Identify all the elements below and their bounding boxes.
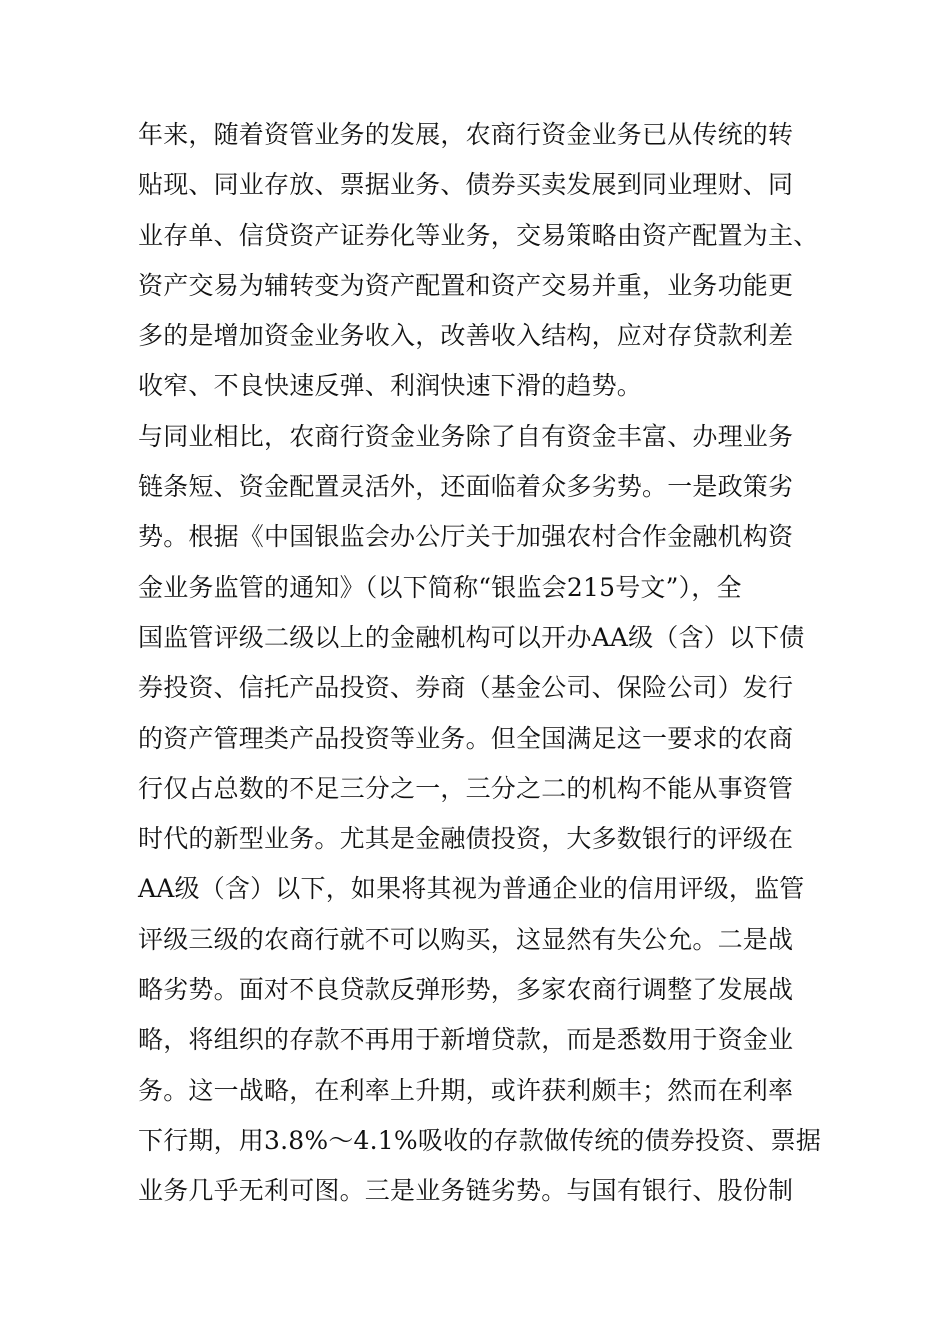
- text-line: 的资产管理类产品投资等业务。但全国满足这一要求的农商: [138, 723, 794, 753]
- text-line: 业务几乎无利可图。三是业务链劣势。与国有银行、股份制: [138, 1176, 794, 1206]
- text-line: AA级（含）以下，如果将其视为普通企业的信用评级，监管: [138, 874, 805, 904]
- text-line: 收窄、不良快速反弹、利润快速下滑的趋势。: [138, 371, 643, 401]
- text-line: 势。根据《中国银监会办公厅关于加强农村合作金融机构资: [138, 522, 794, 552]
- text-line: 贴现、同业存放、票据业务、债券买卖发展到同业理财、同: [138, 170, 794, 200]
- text-line: 评级三级的农商行就不可以购买，这显然有失公允。二是战: [138, 924, 794, 954]
- text-line: 年来，随着资管业务的发展，农商行资金业务已从传统的转: [138, 120, 794, 149]
- text-line: 金业务监管的通知》（以下简称“银监会215号文”），全: [138, 572, 742, 602]
- text-line: 与同业相比，农商行资金业务除了自有资金丰富、办理业务: [138, 421, 794, 451]
- text-line: 略，将组织的存款不再用于新增贷款，而是悉数用于资金业: [138, 1025, 794, 1055]
- body-text: [138, 110, 822, 1217]
- text-line: 行仅占总数的不足三分之一，三分之二的机构不能从事资管: [138, 773, 794, 803]
- text-line: 下行期，用3.8%～4.1%吸收的存款做传统的债券投资、票据: [138, 1125, 822, 1155]
- text-line: 资产交易为辅转变为资产配置和资产交易并重，业务功能更: [138, 270, 794, 300]
- text-line: 链条短、资金配置灵活外，还面临着众多劣势。一是政策劣: [138, 472, 794, 502]
- text-line: 国监管评级二级以上的金融机构可以开办AA级（含）以下债: [138, 622, 805, 652]
- text-line: 券投资、信托产品投资、券商（基金公司、保险公司）发行: [138, 673, 794, 703]
- text-line: 略劣势。面对不良贷款反弹形势，多家农商行调整了发展战: [138, 975, 794, 1005]
- text-line: 务。这一战略，在利率上升期，或许获利颇丰；然而在利率: [138, 1075, 794, 1105]
- text-line: 时代的新型业务。尤其是金融债投资，大多数银行的评级在: [138, 824, 794, 854]
- text-line: 多的是增加资金业务收入，改善收入结构，应对存贷款利差: [138, 321, 794, 351]
- text-line: 业存单、信贷资产证券化等业务，交易策略由资产配置为主、: [138, 220, 819, 250]
